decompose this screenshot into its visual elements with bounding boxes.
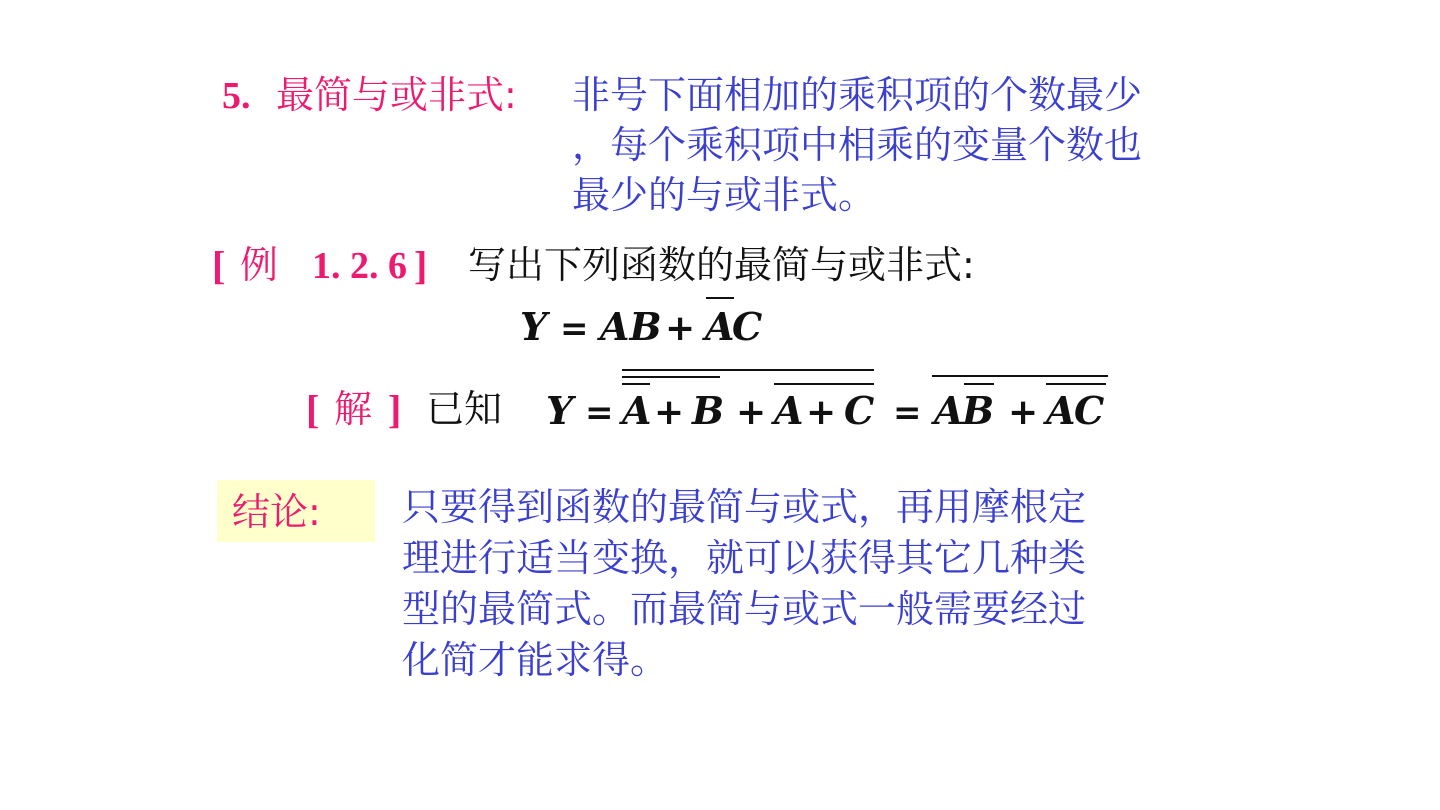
definition-line: ，每个乘积项中相乘的变量个数也	[572, 123, 1143, 167]
example-word: 例	[240, 243, 279, 287]
conclusion-text	[402, 482, 1202, 686]
sol-equals-1: =	[585, 393, 614, 433]
sol-res-c: C	[1074, 388, 1105, 433]
sol-a1: A	[622, 388, 652, 433]
section-number: 5.	[222, 75, 251, 117]
sol-plus-1: +	[654, 392, 685, 433]
conclusion-line: 型的最简式。而最简与或式一般需要经过	[402, 587, 1087, 631]
sol-a2: A	[774, 388, 804, 433]
eq-term-ab: AB	[600, 304, 662, 349]
sol-lhs: Y	[546, 388, 574, 433]
sol-res-a2: A	[1046, 388, 1076, 433]
eq-plus: +	[665, 308, 696, 349]
section-term-text: 最简与或非式	[276, 73, 505, 117]
sol-equals-2: =	[893, 393, 922, 433]
sol-b: B	[692, 388, 725, 433]
conclusion-line: 化简才能求得。	[402, 638, 669, 682]
example-number: 1. 2. 6	[312, 245, 407, 287]
example-bracket-open: [	[212, 243, 226, 288]
eq-equals: =	[560, 309, 589, 349]
definition-line: 非号下面相加的乘积项的个数最少	[572, 73, 1143, 117]
eq-term-c: C	[732, 304, 763, 349]
solution-bracket-open: [	[306, 387, 320, 432]
sol-res-a1: A	[934, 388, 964, 433]
conclusion-line: 只要得到函数的最简与或式，再用摩根定	[402, 485, 1087, 529]
solution-bracket-close: ]	[388, 387, 402, 432]
sol-plus-4: +	[1008, 392, 1039, 433]
example-bracket-close: ]	[414, 243, 428, 288]
eq-lhs: Y	[520, 304, 548, 349]
conclusion-label: 结论:	[232, 490, 321, 534]
sol-res-b: B	[962, 388, 995, 433]
solution-word: 解	[334, 387, 373, 431]
sol-c: C	[844, 388, 875, 433]
example-prompt: 写出下列函数的最简与或非式:	[468, 243, 975, 287]
section-term-colon: :	[504, 73, 517, 117]
definition-line: 最少的与或非式。	[572, 173, 877, 217]
solution-known: 已知	[426, 387, 503, 431]
eq-term-a-bar: A	[705, 304, 735, 349]
sol-plus-2: +	[736, 392, 767, 433]
sol-plus-3: +	[806, 392, 837, 433]
conclusion-line: 理进行适当变换，就可以获得其它几种类	[402, 536, 1087, 580]
